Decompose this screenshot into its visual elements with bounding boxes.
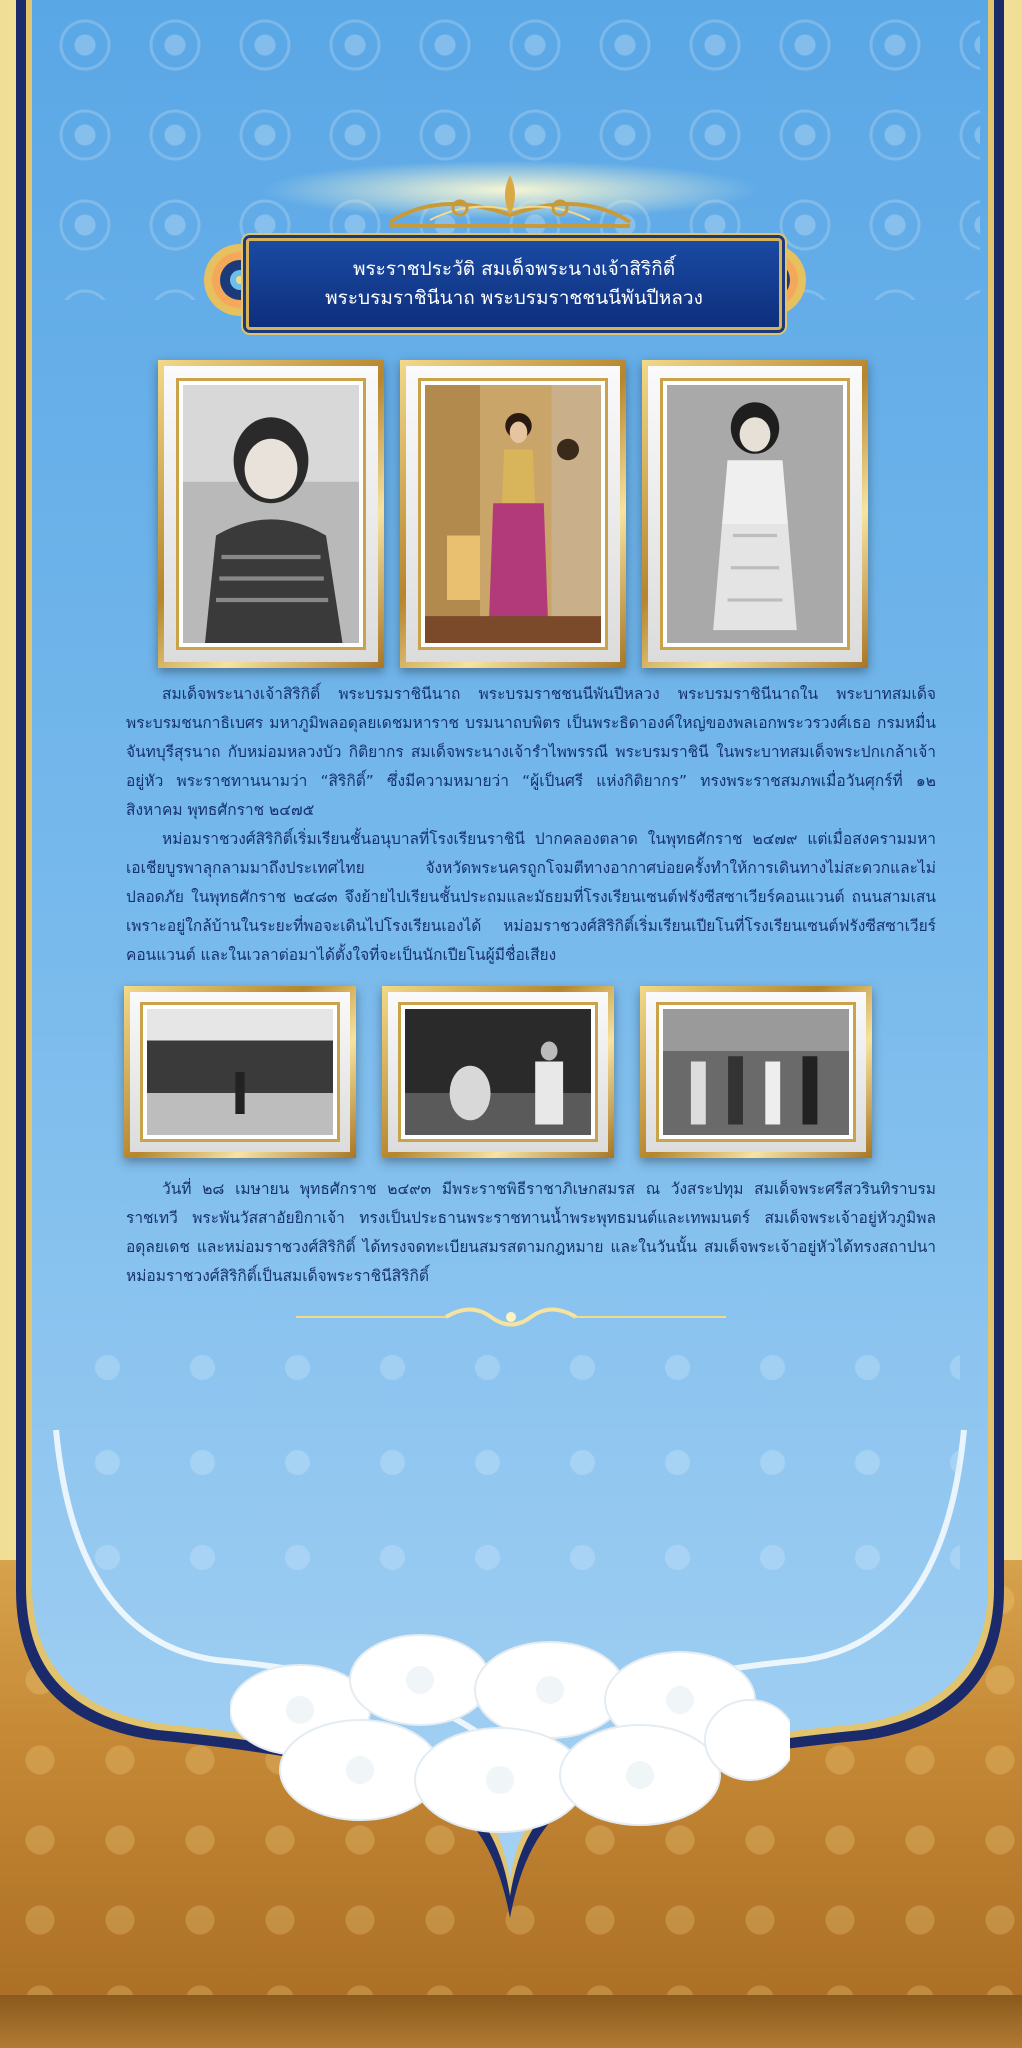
white-jasmine-flowers (230, 1620, 790, 1840)
royal-gathering-photo (663, 1009, 849, 1135)
portrait-photo-3 (667, 385, 843, 643)
portrait-photo-2 (425, 385, 601, 643)
photo-frame-4 (124, 986, 356, 1158)
portrait-frame-3 (642, 360, 868, 668)
portrait-frame-1 (158, 360, 384, 668)
title-line-2: พระบรมราชินีนาถ พระบรมราชชนนีพันปีหลวง (325, 287, 703, 309)
gold-divider-ornament (296, 1302, 726, 1332)
paragraph-education: หม่อมราชวงศ์สิริกิติ์เริ่มเรียนชั้นอนุบาลที่โรงเรียนราชินี ปากคลองตลาด ในพุทธศักราช ๒๔๗๙ แต่เมื่อสงครามมหาเอเชียบูรพาลุกลามมาถึงประเทศไทย จังหวัดพระนครถูกโจมตีทางอากาศบ่อยครั้งทำให้การเดินทางไม่สะดวกและไม่ปลอดภัย ในพุทธศักราช ๒๔๘๓ จึงย้ายไปเรียนชั้นประถมและมัธยมที่โรงเรียนเซนต์ฟรังซีสซาเวียร์คอนแวนต์ ถนนสามเสน เพราะอยู่ใกล้บ้านในระยะที่พอจะเดินไปโรงเรียนเองได้ หม่อมราชวงศ์สิริกิติ์เริ่มเรียนเปียโนที่โรงเรียนเซนต์ฟรังซีสซาเวียร์คอนแวนต์ และในเวลาต่อมาได้ตั้งใจที่จะเป็นนักเปียโนผู้มีชื่อเสียง (126, 830, 936, 964)
bottom-bronze-bar (0, 1995, 1022, 2048)
gold-crest-ornament (370, 170, 650, 240)
photo-frame-5 (382, 986, 614, 1158)
paragraph-birth: สมเด็จพระนางเจ้าสิริกิติ์ พระบรมราชินีนาถ พระบรมราชชนนีพันปีหลวง พระบรมราชินีนาถใน พระบาทสมเด็จพระบรมชนกาธิเบศร มหาภูมิพลอดุลยเดชมหาราช บรมนาถบพิตร เป็นพระธิดาองค์ใหญ่ของพลเอกพระวรวงศ์เธอ กรมหมื่นจันทบุรีสุรนาถ กับหม่อมหลวงบัว กิติยากร สมเด็จพระนางเจ้ารำไพพรรณี พระบรมราชินี ในพระบาทสมเด็จพระปกเกล้าเจ้าอยู่หัว พระราชทานนามว่า “สิริกิติ์” ซึ่งมีความหมายว่า “ผู้เป็นศรี แห่งกิติยากร” ทรงพระราชสมภพเมื่อวันศุกร์ที่ ๑๒ สิงหาคม พุทธศักราช ๒๔๗๕ (126, 685, 936, 819)
portrait-photo-1 (183, 385, 359, 643)
photo-frame-6 (640, 986, 872, 1158)
thai-pattern-lower (60, 1320, 960, 1620)
portrait-frame-2 (400, 360, 626, 668)
crowd-photo (147, 1009, 333, 1135)
wedding-ceremony-photo (405, 1009, 591, 1135)
biography-text-bottom (126, 1175, 936, 1291)
title-banner (246, 238, 782, 330)
biography-text-top (126, 680, 936, 970)
title-line-1: พระราชประวัติ สมเด็จพระนางเจ้าสิริกิติ์ (352, 258, 676, 280)
paragraph-wedding: วันที่ ๒๘ เมษายน พุทธศักราช ๒๔๙๓ มีพระราชพิธีราชาภิเษกสมรส ณ วังสระปทุม สมเด็จพระศรีสวรินทิราบรมราชเทวี พระพันวัสสาอัยยิกาเจ้า ทรงเป็นประธานพระราชทานน้ำพระพุทธมนต์และเทพมนตร์ สมเด็จพระเจ้าอยู่หัวภูมิพลอดุลยเดช และหม่อมราชวงศ์สิริกิติ์ ได้ทรงจดทะเบียนสมรสตามกฎหมาย และในวันนั้น สมเด็จพระเจ้าอยู่หัวได้ทรงสถาปนาหม่อมราชวงศ์สิริกิติ์เป็นสมเด็จพระราชินีสิริกิติ์ (126, 1180, 936, 1285)
